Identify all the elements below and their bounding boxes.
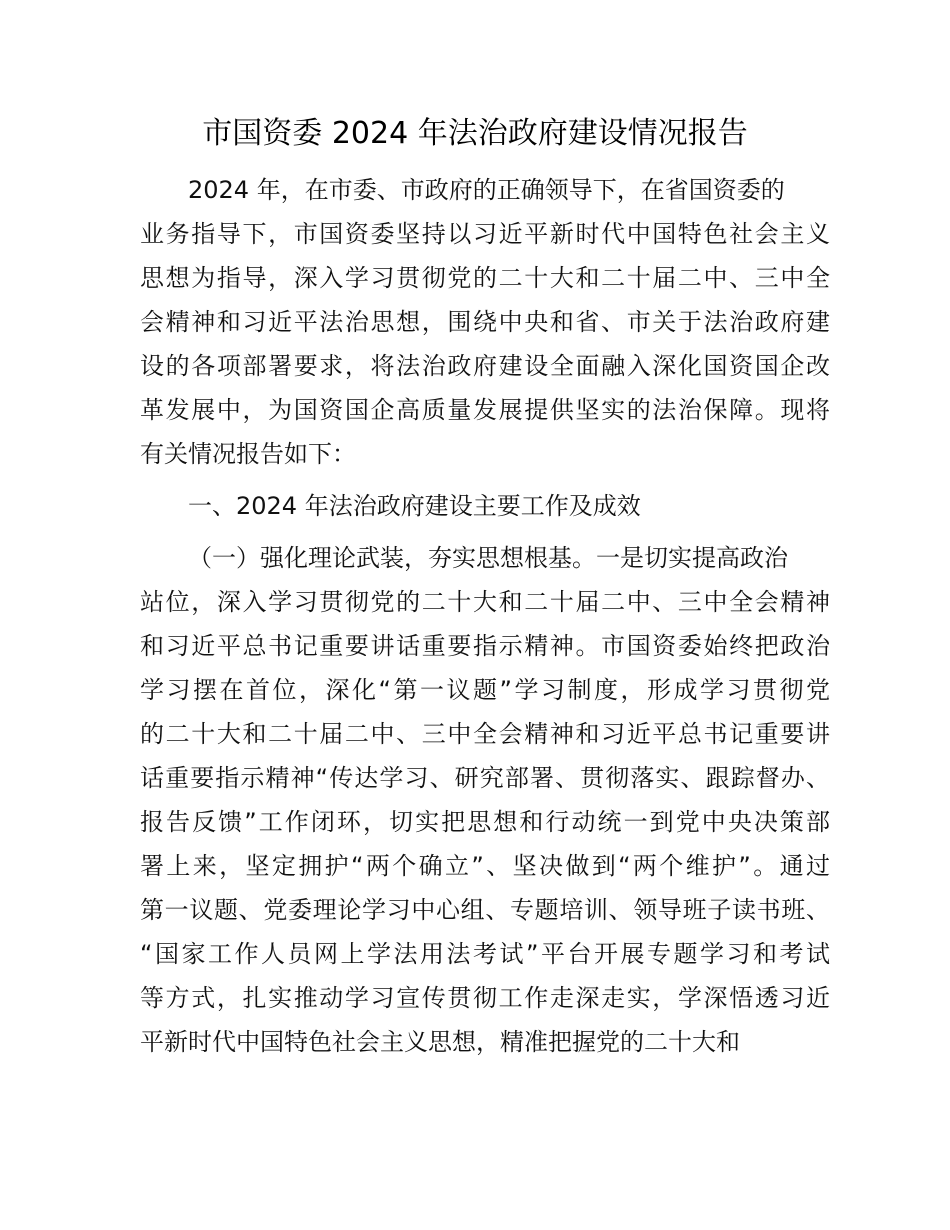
body-line-5: 的二十大和二十届二中、三中全会精神和习近平总书记重要讲 [140, 720, 830, 748]
body-line-8: 署上来，坚定拥护“两个确立”、坚决做到“两个维护”。通过 [140, 852, 830, 880]
body-line-2: 站位，深入学习贯彻党的二十大和二十届二中、三中全会精神 [140, 588, 830, 616]
intro-line-5: 设的各项部署要求，将法治政府建设全面融入深化国资国企改 [140, 352, 830, 380]
body-line-9: 第一议题、党委理论学习中心组、专题培训、领导班子读书班、 [140, 896, 830, 924]
intro-line-4: 会精神和习近平法治思想，围绕中央和省、市关于法治政府建 [140, 308, 830, 336]
intro-line-6: 革发展中，为国资国企高质量发展提供坚实的法治保障。现将 [140, 396, 830, 424]
body-line-11: 等方式，扎实推动学习宣传贯彻工作走深走实，学深悟透习近 [140, 984, 830, 1012]
body-line-12: 平新时代中国特色社会主义思想，精准把握党的二十大和 [140, 1028, 740, 1056]
body-line-4: 学习摆在首位，深化“第一议题”学习制度，形成学习贯彻党 [140, 676, 830, 704]
body-line-10: “国家工作人员网上学法用法考试”平台开展专题学习和考试 [140, 940, 830, 968]
body-line-3: 和习近平总书记重要讲话重要指示精神。市国资委始终把政治 [140, 632, 830, 660]
document-title: 市国资委 2024 年法治政府建设情况报告 [202, 116, 748, 151]
intro-line-3: 思想为指导，深入学习贯彻党的二十大和二十届二中、三中全 [140, 264, 830, 292]
intro-line-1: 2024 年，在市委、市政府的正确领导下，在省国资委的 [188, 176, 785, 204]
body-line-6: 话重要指示精神“传达学习、研究部署、贯彻落实、跟踪督办、 [140, 764, 830, 792]
section-heading: 一、2024 年法治政府建设主要工作及成效 [188, 492, 641, 520]
intro-line-7: 有关情况报告如下： [140, 440, 356, 468]
intro-line-2: 业务指导下，市国资委坚持以习近平新时代中国特色社会主义 [140, 220, 830, 248]
body-line-1: （一）强化理论武装，夯实思想根基。一是切实提高政治 [188, 544, 788, 572]
body-line-7: 报告反馈”工作闭环，切实把思想和行动统一到党中央决策部 [140, 808, 830, 836]
